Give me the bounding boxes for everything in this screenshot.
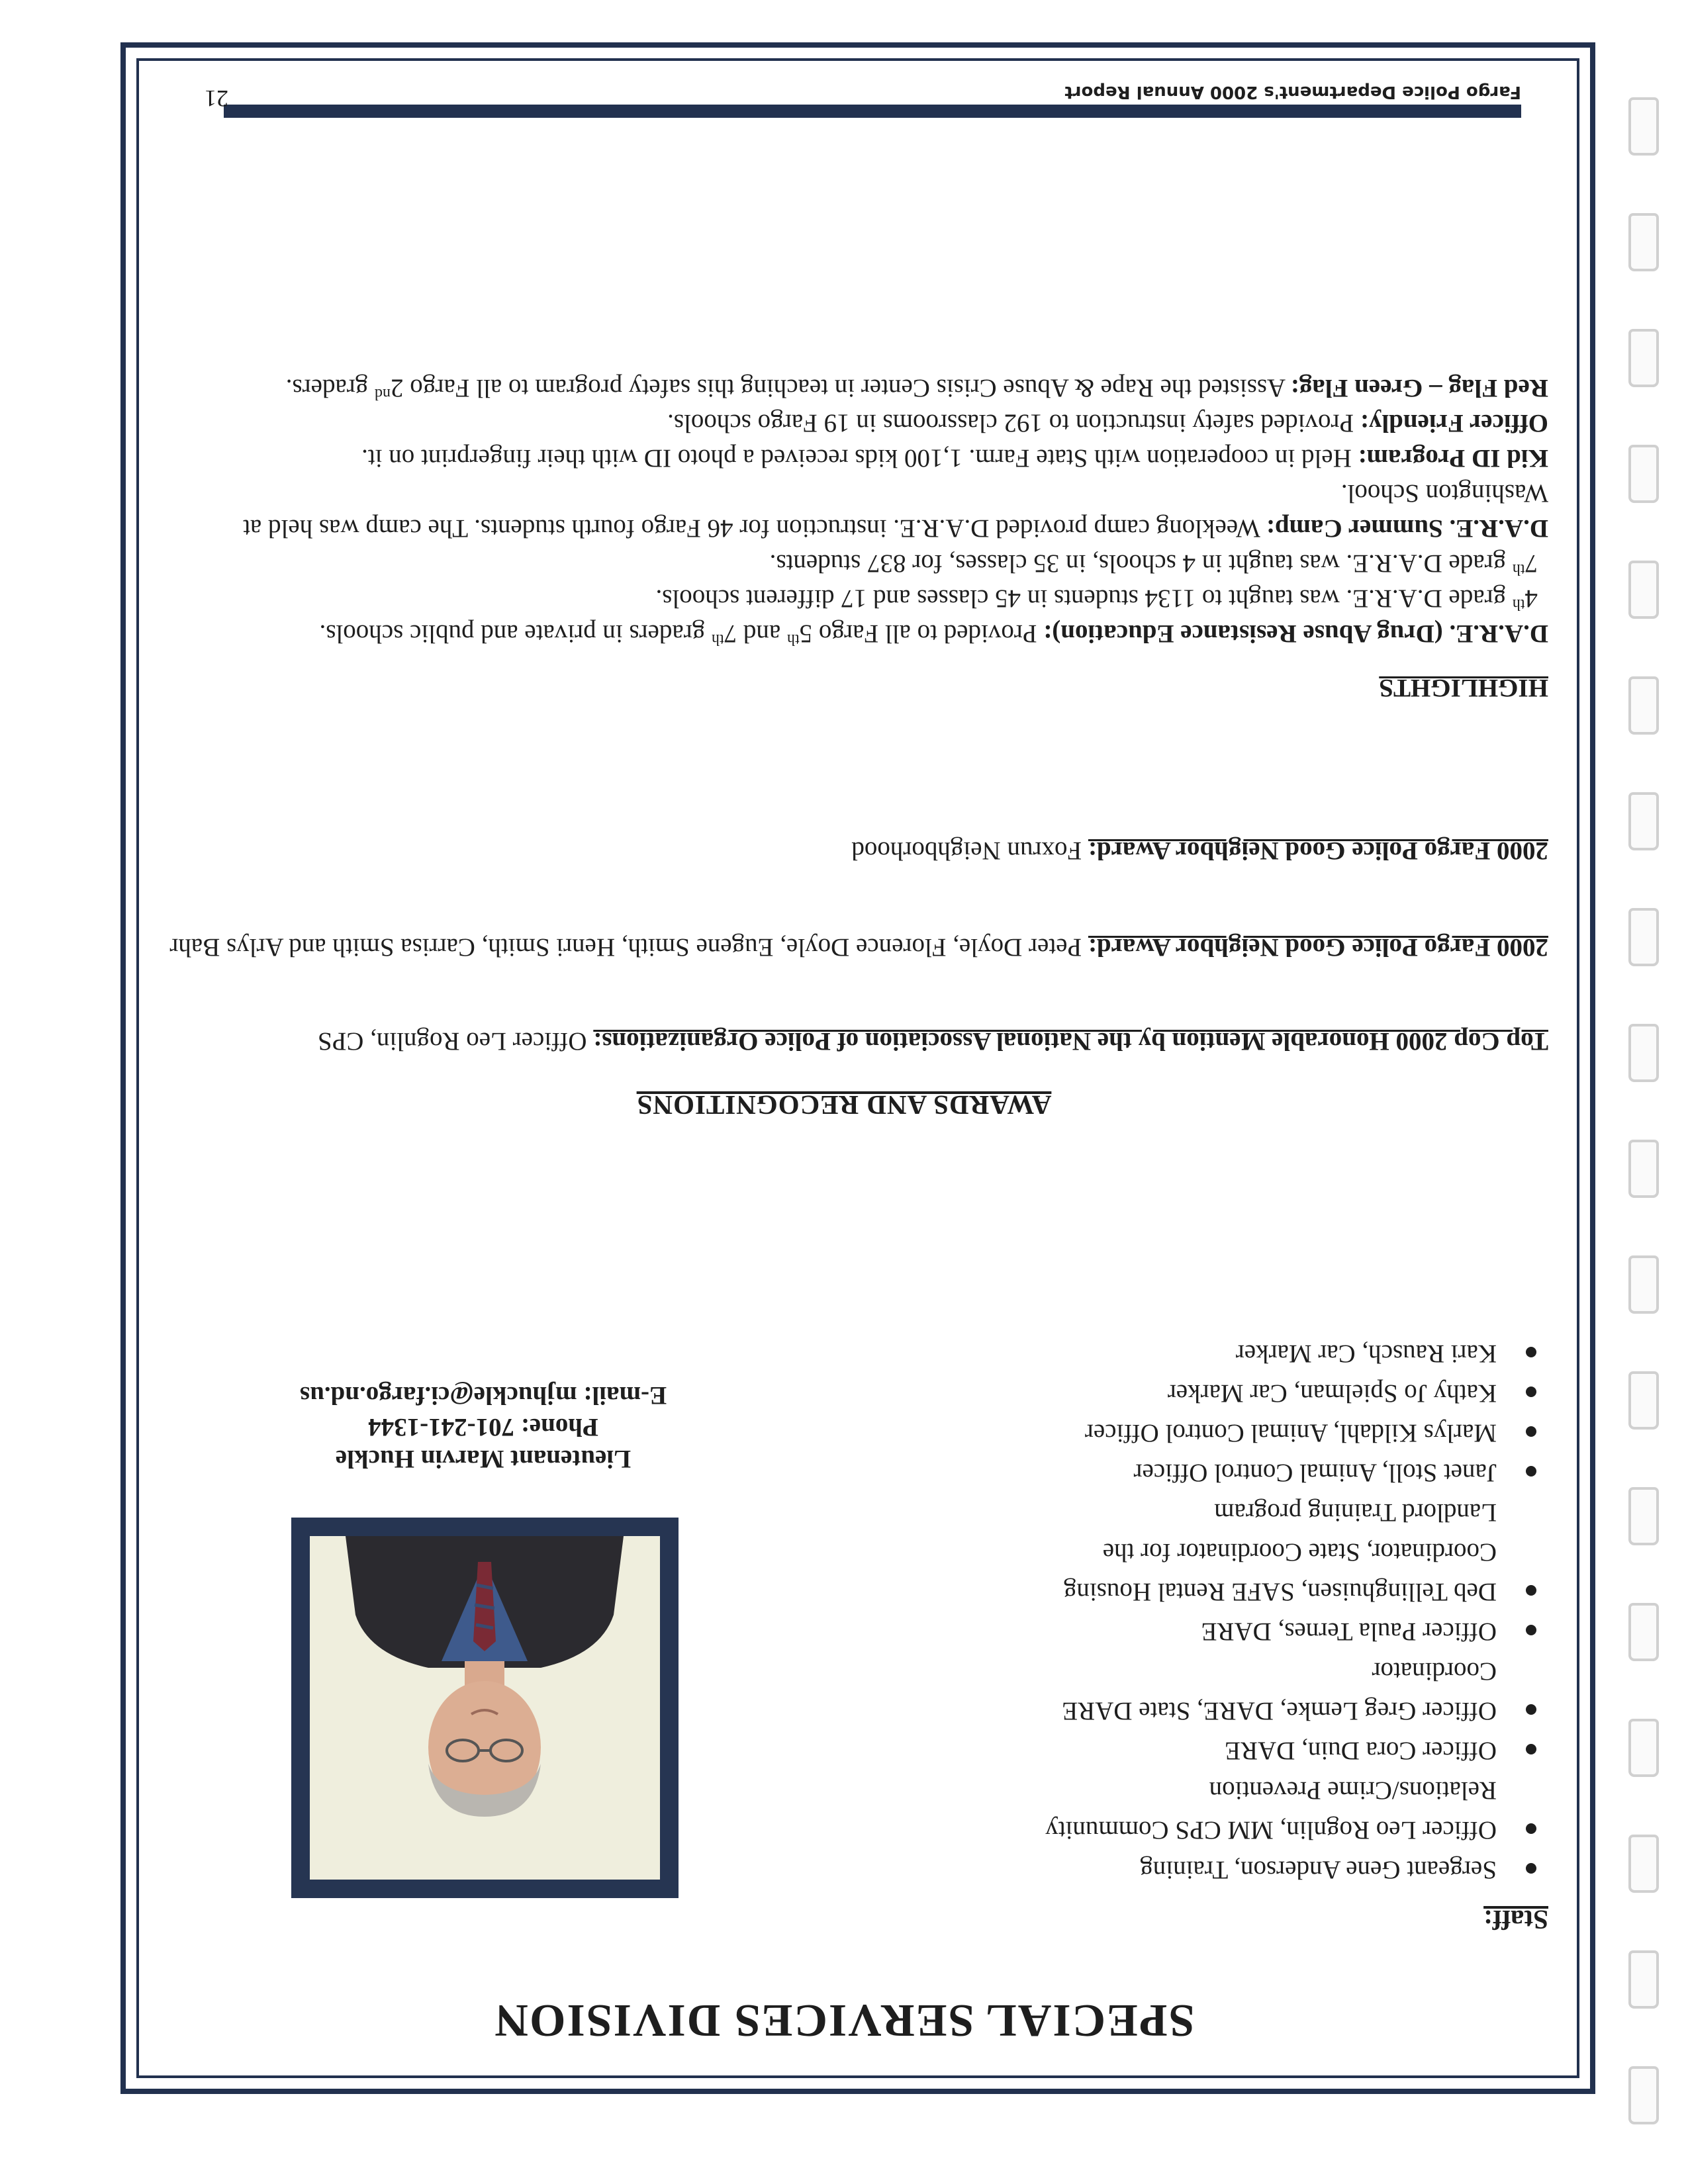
highlight-text: graders.: [285, 374, 369, 402]
award-text: Foxrun Neighborhood: [851, 837, 1082, 865]
highlight-dare: [153, 371, 1548, 651]
contact-name: Lieutenant Marvin Huckle: [335, 1445, 632, 1473]
highlight-text: Provided to all Fargo 5: [799, 619, 1037, 648]
highlight-officer-friendly: [153, 406, 1548, 441]
staff-item: Officer Leo Rognlin, MM CPS Community Relations/Crime Prevention: [1032, 1770, 1548, 1850]
staff-item: Officer Paula Ternes, DARE: [1032, 1612, 1548, 1651]
contact-phone: Phone: 701-241-1344: [368, 1413, 598, 1441]
superscript: th: [711, 631, 724, 648]
highlight-label: Officer Friendly:: [1360, 409, 1548, 437]
award-text: Officer Leo Rognlin, CPS: [317, 1027, 587, 1056]
binder-hole: [1628, 1255, 1659, 1314]
award-label: 2000 Fargo Police Good Neighbor Award:: [1088, 837, 1548, 865]
highlight-red-flag: [153, 371, 1548, 406]
contact-email: E-mail: mjhuckle@ci.fargo.nd.us: [299, 1381, 667, 1410]
page-title: SPECIAL SERVICES DIVISION: [493, 1995, 1195, 2046]
contact-block: [285, 1379, 682, 1475]
binder-hole: [1628, 1603, 1659, 1661]
portrait-frame: [291, 1518, 679, 1898]
grade-number: 7: [1524, 549, 1538, 578]
awards-heading: AWARDS AND RECOGNITIONS: [636, 1090, 1052, 1120]
binder-hole: [1628, 1835, 1659, 1893]
footer-rule: [224, 105, 1521, 118]
page-number: 21: [205, 85, 228, 112]
binder-hole: [1628, 1024, 1659, 1082]
highlight-summer-camp: [153, 476, 1548, 546]
portrait-photo: [310, 1536, 660, 1880]
staff-heading: Staff:: [1483, 1905, 1548, 1935]
award-good-neighbor-2: [153, 833, 1548, 868]
highlight-text: Assisted the Rape & Abuse Crisis Center in teaching this safety program to all Fargo 2: [391, 374, 1286, 402]
binder-hole: [1628, 1719, 1659, 1777]
highlight-text: Held in cooperation with State Farm. 1,100 kids received a photo ID with their fingerprint on it.: [361, 444, 1352, 473]
highlight-text: grade D.A.R.E. was taught in 4 schools, in 35 classes, for 837 students.: [769, 549, 1507, 578]
dare-4th-grade: [153, 581, 1548, 616]
highlight-label: Red Flag – Green Flag:: [1290, 374, 1548, 402]
binder-hole: [1628, 2066, 1659, 2124]
binder-hole: [1628, 1487, 1659, 1545]
award-label: Top Cop 2000 Honorable Mention by the National Association of Police Organizations:: [593, 1027, 1548, 1056]
staff-list: [1032, 1334, 1548, 1889]
highlight-text: grade D.A.R.E. was taught to 1134 students in 45 classes and 17 different schools.: [655, 584, 1507, 613]
superscript: th: [1512, 596, 1525, 613]
binder-hole: [1628, 445, 1659, 503]
staff-item: Officer Cora Duin, DARE: [1032, 1731, 1548, 1770]
highlight-label: D.A.R.E. Summer Camp:: [1266, 514, 1548, 543]
highlights-heading: HIGHLIGHTS: [1379, 674, 1548, 702]
binder-hole: [1628, 908, 1659, 966]
binder-hole: [1628, 676, 1659, 735]
award-text: Peter Doyle, Florence Doyle, Eugene Smith, Henri Smith, Carrisa Smith and Arlys Bahr: [169, 933, 1082, 962]
superscript: th: [1512, 561, 1525, 578]
award-label: 2000 Fargo Police Good Neighbor Award:: [1088, 933, 1548, 962]
highlight-text: Weeklong camp provided D.A.R.E. instruction for 46 Fargo fourth students. The camp was held at Washington School.: [243, 479, 1548, 543]
award-good-neighbor-1: [153, 930, 1548, 965]
highlight-text: and 7: [724, 619, 781, 648]
highlight-kid-id: [153, 441, 1548, 476]
highlight-label: Kid ID Program:: [1358, 444, 1548, 473]
staff-item: Deb Tellinghuisen, SAFE Rental Housing Coordinator, State Coordinator for the Landlord Training program: [1032, 1492, 1548, 1612]
binder-hole: [1628, 97, 1659, 156]
binder-hole: [1628, 329, 1659, 387]
footer-title: Fargo Police Department's 2000 Annual Report: [1064, 82, 1521, 102]
dare-7th-grade: [153, 546, 1548, 581]
binder-hole: [1628, 1140, 1659, 1198]
binder-hole: [1628, 213, 1659, 271]
binder-hole: [1628, 1371, 1659, 1430]
staff-item: Sergeant Gene Anderson, Training: [1032, 1850, 1548, 1889]
binder-hole: [1628, 792, 1659, 850]
staff-item: Kathy Jo Spielman, Car Marker: [1032, 1373, 1548, 1413]
staff-item: Officer Greg Lemke, DARE, State DARE Coordinator: [1032, 1651, 1548, 1731]
highlight-text: Provided safety instruction to 192 classrooms in 19 Fargo schools.: [667, 409, 1354, 437]
staff-item: Janet Stoll, Animal Control Officer: [1032, 1453, 1548, 1492]
award-top-cop: [153, 1024, 1548, 1059]
grade-number: 4: [1524, 584, 1538, 613]
staff-item: Kari Rausch, Car Marker: [1032, 1334, 1548, 1373]
highlight-text: graders in private and public schools.: [319, 619, 706, 648]
staff-item: Marlys Kildahl, Animal Control Officer: [1032, 1413, 1548, 1453]
superscript: nd: [375, 385, 391, 402]
binder-hole: [1628, 561, 1659, 619]
superscript: th: [786, 631, 800, 648]
highlight-label: D.A.R.E. (Drug Abuse Resistance Education):: [1043, 619, 1548, 648]
